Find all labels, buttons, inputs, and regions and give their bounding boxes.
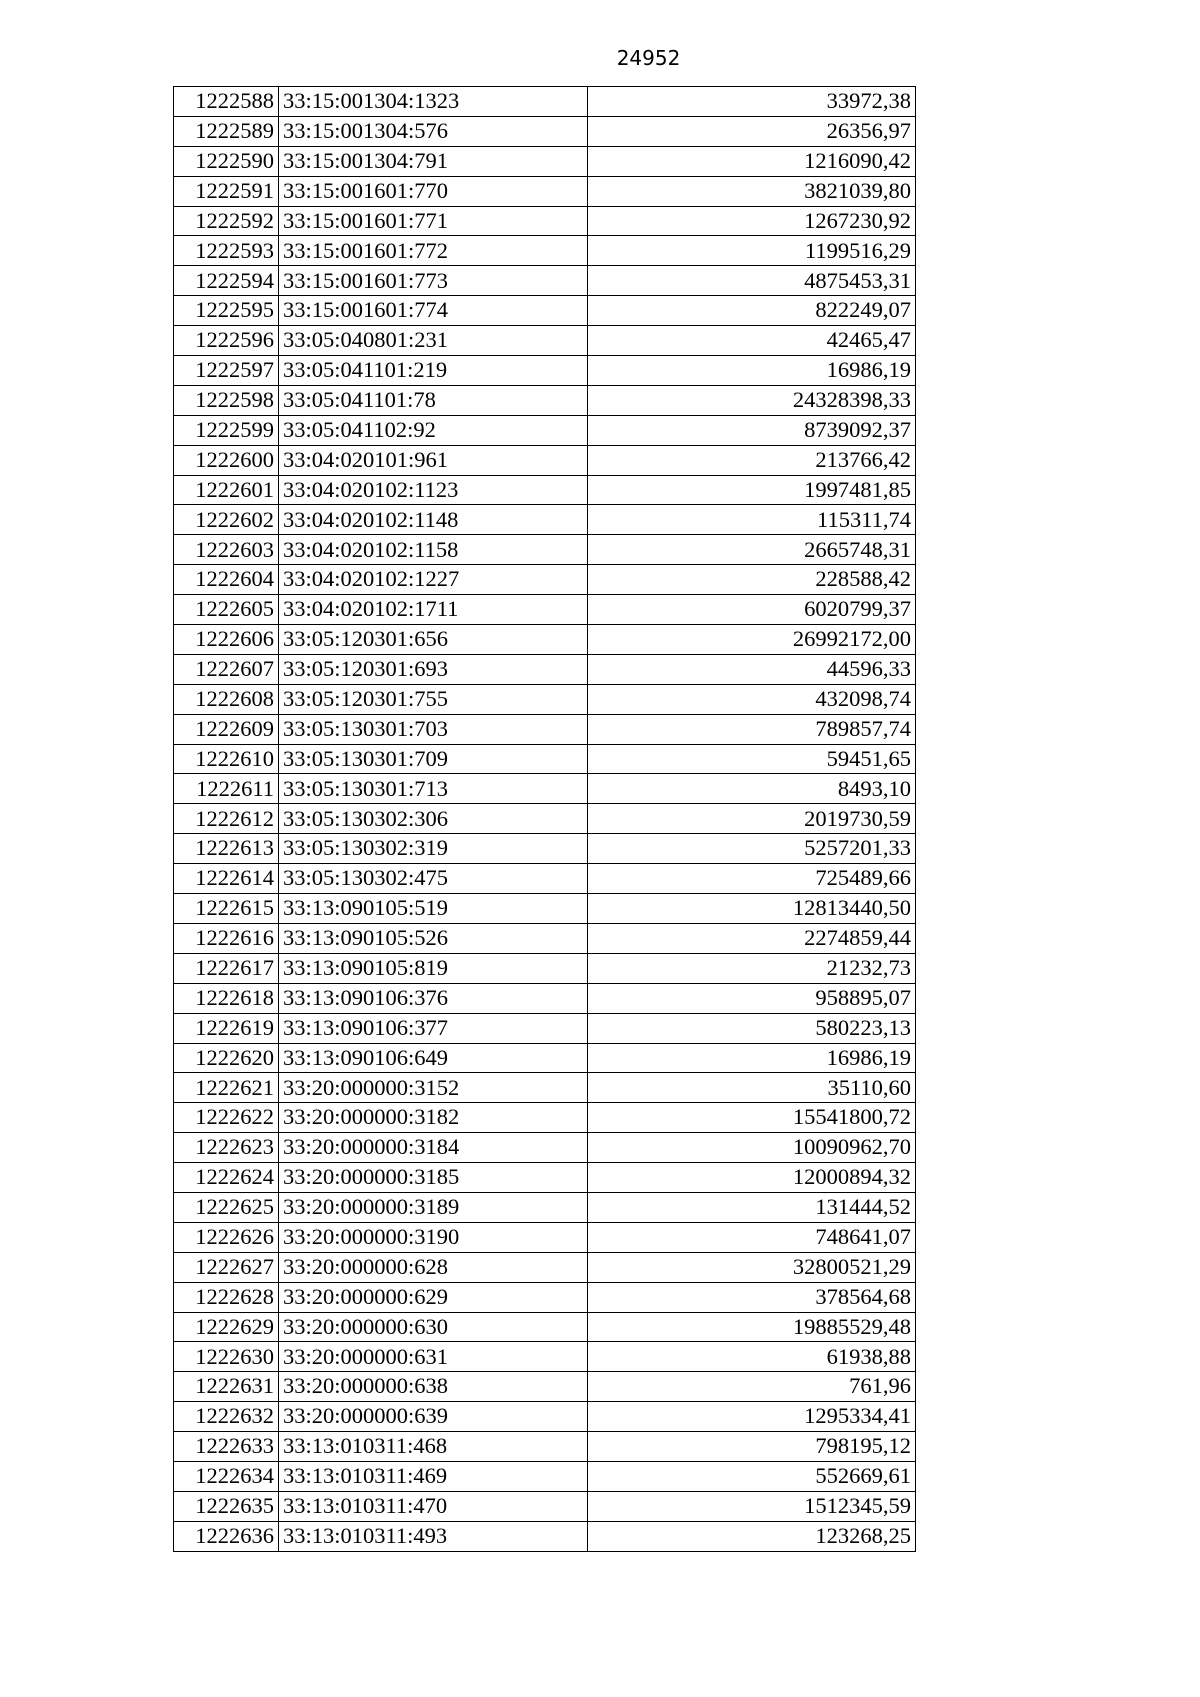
cadastral-number-cell: 33:20:000000:628 [279,1252,588,1282]
row-id-cell: 1222602 [174,505,279,535]
table-row [174,1163,916,1193]
cadastral-number-cell: 33:13:090106:649 [279,1043,588,1073]
cadastral-number-cell: 33:20:000000:630 [279,1312,588,1342]
cadastral-value-cell: 213766,42 [588,445,916,475]
table-row [174,1342,916,1372]
table-row [174,1521,916,1551]
cadastral-value-cell: 822249,07 [588,296,916,326]
row-id-cell: 1222603 [174,535,279,565]
row-id-cell: 1222612 [174,804,279,834]
cadastral-number-cell: 33:20:000000:3182 [279,1103,588,1133]
cadastral-value-cell: 16986,19 [588,1043,916,1073]
cadastral-number-cell: 33:13:010311:469 [279,1461,588,1491]
cadastral-value-cell: 19885529,48 [588,1312,916,1342]
cadastral-number-cell: 33:20:000000:3190 [279,1222,588,1252]
row-id-cell: 1222605 [174,595,279,625]
row-id-cell: 1222606 [174,625,279,655]
row-id-cell: 1222629 [174,1312,279,1342]
table-row [174,445,916,475]
cadastral-number-cell: 33:04:020102:1158 [279,535,588,565]
row-id-cell: 1222592 [174,206,279,236]
row-id-cell: 1222594 [174,266,279,296]
row-id-cell: 1222619 [174,1013,279,1043]
row-id-cell: 1222604 [174,565,279,595]
cadastral-value-cell: 12000894,32 [588,1163,916,1193]
cadastral-value-cell: 4875453,31 [588,266,916,296]
table-row [174,744,916,774]
row-id-cell: 1222608 [174,684,279,714]
cadastral-value-cell: 228588,42 [588,565,916,595]
row-id-cell: 1222618 [174,983,279,1013]
row-id-cell: 1222621 [174,1073,279,1103]
cadastral-value-cell: 798195,12 [588,1432,916,1462]
row-id-cell: 1222626 [174,1222,279,1252]
cadastral-value-cell: 1216090,42 [588,146,916,176]
table-row [174,923,916,953]
cadastral-value-cell: 24328398,33 [588,385,916,415]
cadastral-value-cell: 15541800,72 [588,1103,916,1133]
cadastral-value-cell: 432098,74 [588,684,916,714]
table-row [174,774,916,804]
cadastral-number-cell: 33:20:000000:639 [279,1402,588,1432]
cadastral-number-cell: 33:05:041101:78 [279,385,588,415]
row-id-cell: 1222616 [174,923,279,953]
cadastral-value-cell: 44596,33 [588,654,916,684]
row-id-cell: 1222632 [174,1402,279,1432]
table-row [174,894,916,924]
row-id-cell: 1222600 [174,445,279,475]
row-id-cell: 1222597 [174,356,279,386]
cadastral-number-cell: 33:04:020102:1148 [279,505,588,535]
row-id-cell: 1222598 [174,385,279,415]
cadastral-value-cell: 59451,65 [588,744,916,774]
table-row [174,1013,916,1043]
cadastral-number-cell: 33:15:001601:771 [279,206,588,236]
table-row [174,834,916,864]
row-id-cell: 1222611 [174,774,279,804]
cadastral-number-cell: 33:13:090106:377 [279,1013,588,1043]
cadastral-number-cell: 33:05:130301:713 [279,774,588,804]
table-row [174,714,916,744]
row-id-cell: 1222628 [174,1282,279,1312]
table-row [174,535,916,565]
cadastral-number-cell: 33:13:090105:519 [279,894,588,924]
table-row [174,1372,916,1402]
cadastral-value-cell: 16986,19 [588,356,916,386]
cadastral-number-cell: 33:15:001601:774 [279,296,588,326]
row-id-cell: 1222591 [174,176,279,206]
table-row [174,326,916,356]
cadastral-number-cell: 33:05:130301:709 [279,744,588,774]
row-id-cell: 1222623 [174,1133,279,1163]
cadastral-value-cell: 725489,66 [588,864,916,894]
cadastral-value-cell: 761,96 [588,1372,916,1402]
table-row [174,1461,916,1491]
row-id-cell: 1222588 [174,87,279,117]
cadastral-number-cell: 33:04:020102:1227 [279,565,588,595]
cadastral-number-cell: 33:13:090106:376 [279,983,588,1013]
table-row [174,146,916,176]
table-row [174,206,916,236]
cadastral-value-cell: 35110,60 [588,1073,916,1103]
cadastral-number-cell: 33:20:000000:629 [279,1282,588,1312]
table-row [174,1402,916,1432]
row-id-cell: 1222630 [174,1342,279,1372]
row-id-cell: 1222634 [174,1461,279,1491]
cadastral-number-cell: 33:05:130301:703 [279,714,588,744]
cadastral-value-cell: 1199516,29 [588,236,916,266]
table-row [174,505,916,535]
row-id-cell: 1222625 [174,1192,279,1222]
cadastral-value-cell: 748641,07 [588,1222,916,1252]
cadastral-number-cell: 33:04:020102:1123 [279,475,588,505]
cadastral-number-cell: 33:04:020102:1711 [279,595,588,625]
cadastral-value-cell: 42465,47 [588,326,916,356]
cadastral-value-cell: 6020799,37 [588,595,916,625]
row-id-cell: 1222624 [174,1163,279,1193]
cadastral-value-cell: 2274859,44 [588,923,916,953]
cadastral-value-cell: 3821039,80 [588,176,916,206]
cadastral-number-cell: 33:13:090105:819 [279,953,588,983]
cadastral-number-cell: 33:05:120301:693 [279,654,588,684]
cadastral-value-cell: 1267230,92 [588,206,916,236]
table-row [174,1043,916,1073]
table-row [174,864,916,894]
row-id-cell: 1222614 [174,864,279,894]
cadastral-value-cell: 5257201,33 [588,834,916,864]
cadastral-number-cell: 33:20:000000:631 [279,1342,588,1372]
cadastral-value-cell: 61938,88 [588,1342,916,1372]
cadastral-number-cell: 33:20:000000:3152 [279,1073,588,1103]
cadastral-number-cell: 33:04:020101:961 [279,445,588,475]
table-row [174,176,916,206]
table-row [174,116,916,146]
cadastral-number-cell: 33:05:130302:475 [279,864,588,894]
cadastral-value-cell: 1512345,59 [588,1491,916,1521]
row-id-cell: 1222595 [174,296,279,326]
row-id-cell: 1222617 [174,953,279,983]
table-row [174,953,916,983]
cadastral-number-cell: 33:15:001601:773 [279,266,588,296]
cadastral-number-cell: 33:15:001304:576 [279,116,588,146]
table-row [174,1312,916,1342]
row-id-cell: 1222615 [174,894,279,924]
cadastral-number-cell: 33:13:010311:493 [279,1521,588,1551]
table-row [174,87,916,117]
row-id-cell: 1222607 [174,654,279,684]
row-id-cell: 1222590 [174,146,279,176]
cadastral-number-cell: 33:05:120301:755 [279,684,588,714]
cadastral-value-cell: 580223,13 [588,1013,916,1043]
cadastral-value-cell: 378564,68 [588,1282,916,1312]
cadastral-number-cell: 33:20:000000:3185 [279,1163,588,1193]
cadastral-number-cell: 33:05:040801:231 [279,326,588,356]
cadastral-number-cell: 33:20:000000:638 [279,1372,588,1402]
table-row [174,1282,916,1312]
cadastral-value-cell: 552669,61 [588,1461,916,1491]
cadastral-value-cell: 33972,38 [588,87,916,117]
cadastral-value-cell: 21232,73 [588,953,916,983]
cadastral-value-cell: 2019730,59 [588,804,916,834]
cadastral-number-cell: 33:20:000000:3184 [279,1133,588,1163]
table-row [174,296,916,326]
row-id-cell: 1222622 [174,1103,279,1133]
cadastral-value-cell: 32800521,29 [588,1252,916,1282]
table-row [174,385,916,415]
cadastral-value-cell: 1295334,41 [588,1402,916,1432]
row-id-cell: 1222613 [174,834,279,864]
cadastral-number-cell: 33:13:090105:526 [279,923,588,953]
cadastral-number-cell: 33:20:000000:3189 [279,1192,588,1222]
table-row [174,654,916,684]
cadastral-value-cell: 12813440,50 [588,894,916,924]
cadastral-value-cell: 1997481,85 [588,475,916,505]
table-row [174,1491,916,1521]
table-row [174,1252,916,1282]
cadastral-value-cell: 8739092,37 [588,415,916,445]
row-id-cell: 1222593 [174,236,279,266]
table-row [174,565,916,595]
cadastral-value-cell: 123268,25 [588,1521,916,1551]
row-id-cell: 1222633 [174,1432,279,1462]
table-row [174,1222,916,1252]
cadastral-value-cell: 131444,52 [588,1192,916,1222]
table-row [174,1103,916,1133]
row-id-cell: 1222631 [174,1372,279,1402]
table-row [174,983,916,1013]
cadastral-value-cell: 2665748,31 [588,535,916,565]
table-row [174,625,916,655]
cadastral-number-cell: 33:15:001601:772 [279,236,588,266]
table-body [174,87,916,1552]
page-number: 24952 [616,46,681,70]
cadastral-value-cell: 26992172,00 [588,625,916,655]
table-row [174,266,916,296]
row-id-cell: 1222589 [174,116,279,146]
row-id-cell: 1222620 [174,1043,279,1073]
cadastral-value-cell: 8493,10 [588,774,916,804]
row-id-cell: 1222610 [174,744,279,774]
table-row [174,475,916,505]
row-id-cell: 1222599 [174,415,279,445]
cadastral-number-cell: 33:05:130302:306 [279,804,588,834]
cadastral-value-cell: 789857,74 [588,714,916,744]
cadastral-value-table [173,86,916,1552]
cadastral-number-cell: 33:15:001304:1323 [279,87,588,117]
cadastral-value-cell: 958895,07 [588,983,916,1013]
cadastral-number-cell: 33:13:010311:468 [279,1432,588,1462]
cadastral-number-cell: 33:05:130302:319 [279,834,588,864]
table-row [174,1133,916,1163]
row-id-cell: 1222609 [174,714,279,744]
row-id-cell: 1222596 [174,326,279,356]
cadastral-value-cell: 10090962,70 [588,1133,916,1163]
row-id-cell: 1222636 [174,1521,279,1551]
table-row [174,595,916,625]
cadastral-number-cell: 33:15:001304:791 [279,146,588,176]
cadastral-value-cell: 115311,74 [588,505,916,535]
table-row [174,1073,916,1103]
table-row [174,236,916,266]
cadastral-number-cell: 33:05:041102:92 [279,415,588,445]
table-row [174,415,916,445]
cadastral-number-cell: 33:05:041101:219 [279,356,588,386]
row-id-cell: 1222627 [174,1252,279,1282]
cadastral-number-cell: 33:15:001601:770 [279,176,588,206]
cadastral-number-cell: 33:13:010311:470 [279,1491,588,1521]
table-row [174,804,916,834]
table-row [174,1192,916,1222]
row-id-cell: 1222635 [174,1491,279,1521]
cadastral-value-cell: 26356,97 [588,116,916,146]
cadastral-number-cell: 33:05:120301:656 [279,625,588,655]
table-row [174,356,916,386]
table-row [174,684,916,714]
table-row [174,1432,916,1462]
row-id-cell: 1222601 [174,475,279,505]
